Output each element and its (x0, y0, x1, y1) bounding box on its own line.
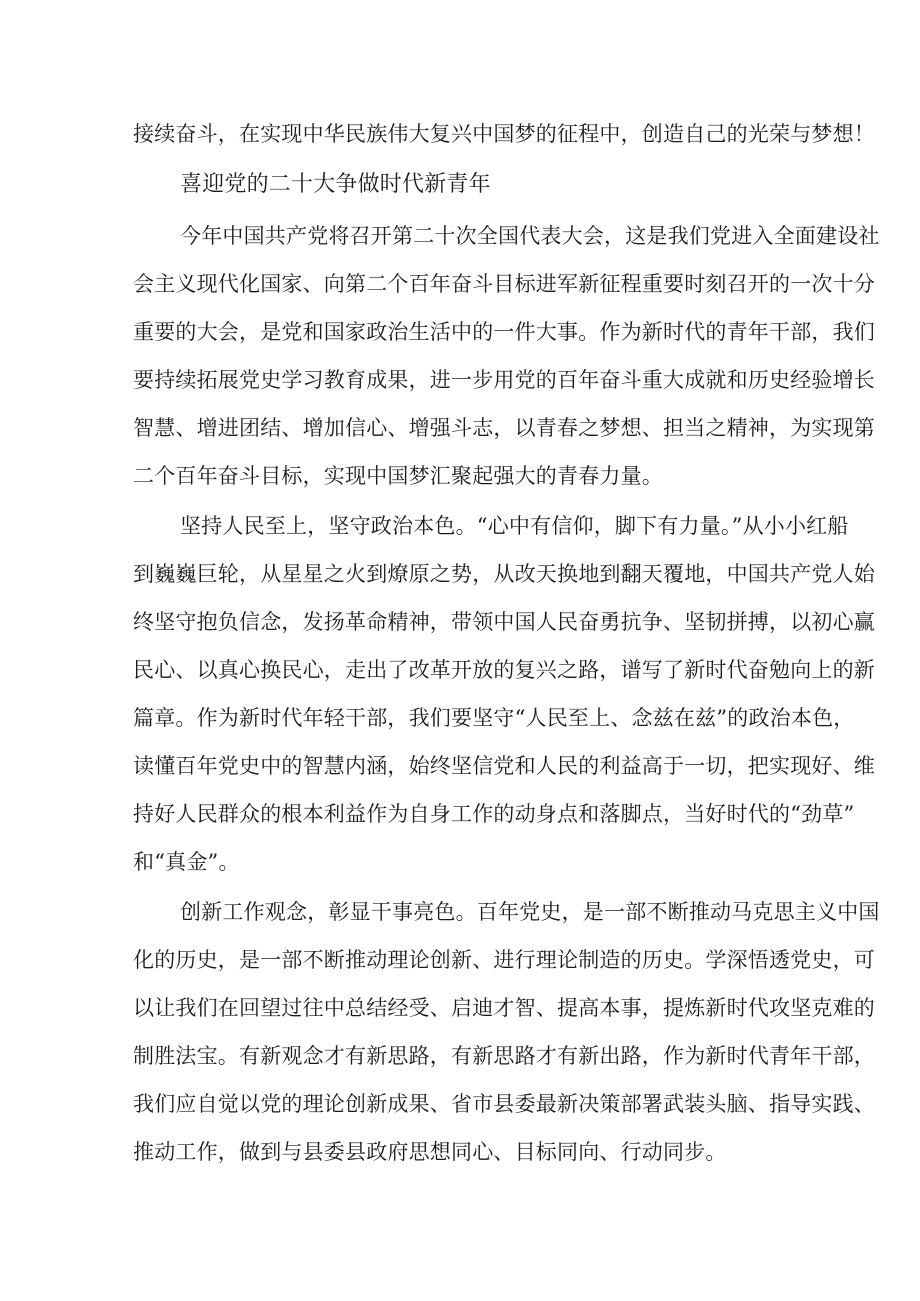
article-title: 喜迎党的二十大争做时代新青年 (180, 172, 491, 197)
paragraph-3-line-2: 化的历史，是一部不断推动理论创新、进行理论制造的历史。学深悟透党史，可 (133, 948, 875, 972)
paragraph-2-line-3: 终坚守抱负信念，发扬革命精神，带领中国人民奋勇抗争、坚韧拼搏，以初心赢 (133, 610, 875, 634)
paragraph-2-line-7: 持好人民群众的根本利益作为自身工作的动身点和落脚点，当好时代的“劲草” (133, 802, 855, 826)
paragraph-1-line-6: 二个百年奋斗目标，实现中国梦汇聚起强大的青春力量。 (133, 464, 663, 488)
paragraph-2-line-1: 坚持人民至上，坚守政治本色。“心中有信仰，脚下有力量。”从小小红船 (180, 514, 849, 538)
paragraph-3-line-4: 制胜法宝。有新观念才有新思路，有新思路才有新出路，作为新时代青年干部， (133, 1044, 875, 1068)
paragraph-continuation-line: 接续奋斗，在实现中华民族伟大复兴中国梦的征程中，创造自己的光荣与梦想！ (133, 122, 875, 146)
paragraph-3-line-5: 我们应自觉以党的理论创新成果、省市县委最新决策部署武装头脑、指导实践、 (133, 1092, 875, 1116)
paragraph-1-line-3: 重要的大会，是党和国家政治生活中的一件大事。作为新时代的青年干部，我们 (133, 320, 875, 344)
paragraph-2-line-8: 和“真金”。 (133, 850, 240, 874)
paragraph-3-line-3: 以让我们在回望过往中总结经受、启迪才智、提高本事，提炼新时代攻坚克难的 (133, 996, 875, 1020)
paragraph-1-line-4: 要持续拓展党史学习教育成果，进一步用党的百年奋斗重大成就和历史经验增长 (133, 368, 875, 392)
paragraph-2-line-5: 篇章。作为新时代年轻干部，我们要坚守“人民至上、念兹在兹”的政治本色， (133, 706, 855, 730)
paragraph-1-line-1: 今年中国共产党将召开第二十次全国代表大会，这是我们党进入全面建设社 (180, 224, 880, 248)
paragraph-2-line-4: 民心、以真心换民心，走出了改革开放的复兴之路，谱写了新时代奋勉向上的新 (133, 658, 875, 682)
paragraph-2-line-2: 到巍巍巨轮，从星星之火到燎原之势，从改天换地到翻天覆地，中国共产党人始 (133, 562, 875, 586)
paragraph-3-line-1: 创新工作观念，彰显干事亮色。百年党史，是一部不断推动马克思主义中国 (180, 900, 880, 924)
paragraph-2-line-6: 读懂百年党史中的智慧内涵，始终坚信党和人民的利益高于一切，把实现好、维 (133, 754, 875, 778)
paragraph-3-line-6: 推动工作，做到与县委县政府思想同心、目标同向、行动同步。 (133, 1140, 727, 1164)
paragraph-1-line-2: 会主义现代化国家、向第二个百年奋斗目标进军新征程重要时刻召开的一次十分 (133, 272, 875, 296)
paragraph-1-line-5: 智慧、增进团结、增加信心、增强斗志，以青春之梦想、担当之精神，为实现第 (133, 416, 875, 440)
